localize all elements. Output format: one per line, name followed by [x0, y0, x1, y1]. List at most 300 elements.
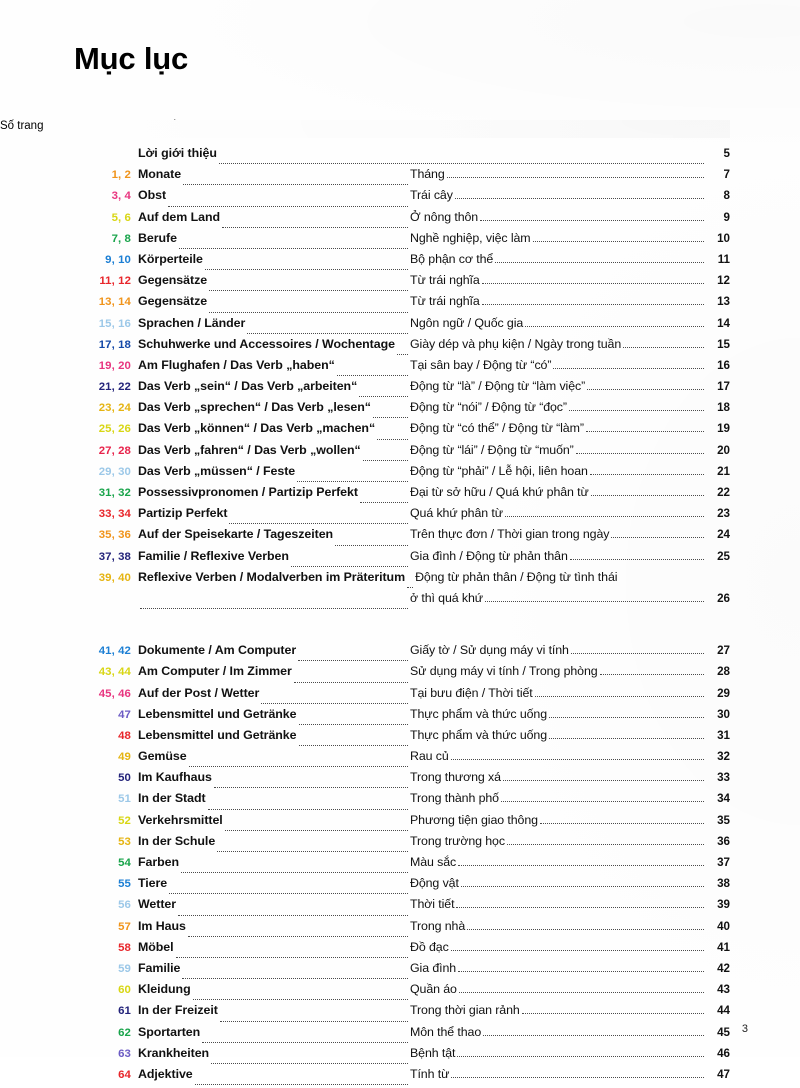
- toc-entry-number: 9, 10: [105, 253, 131, 266]
- dot-leader: [533, 234, 705, 245]
- toc-entry-page: 20: [717, 443, 730, 457]
- toc-entry-title-de: Schuhwerke und Accessoires / Wochentage: [138, 336, 395, 351]
- dot-leader: [195, 1077, 408, 1088]
- toc-entry-page: 9: [723, 210, 730, 224]
- toc-row[interactable]: [0, 506, 800, 527]
- toc-entry-number: 45, 46: [98, 687, 131, 700]
- dot-leader: [535, 689, 704, 700]
- toc-row[interactable]: [0, 791, 800, 812]
- dot-leader: [294, 675, 408, 686]
- toc-entry-title-vi: Tại bưu điện / Thời tiết: [410, 685, 533, 700]
- toc-entry-translation-cell: [410, 549, 706, 563]
- toc-row[interactable]: [0, 876, 800, 897]
- toc-entry-title-de: Das Verb „fahren“ / Das Verb „wollen“: [138, 442, 361, 457]
- dot-leader: [219, 156, 704, 167]
- toc-entry-title-vi: Động từ phản thân / Động từ tình thái: [415, 569, 618, 584]
- toc-entry-title-de: Das Verb „können“ / Das Verb „machen“: [138, 421, 376, 436]
- toc-row[interactable]: [0, 421, 800, 442]
- toc-row[interactable]: [0, 728, 800, 749]
- toc-row[interactable]: [0, 770, 800, 791]
- toc-entry-title-vi: Giày dép và phụ kiện / Ngày trong tuần: [410, 336, 622, 351]
- dot-leader: [586, 424, 704, 435]
- dot-leader: [225, 823, 408, 834]
- dot-leader: [299, 738, 409, 749]
- toc-entry-translation-cell: [410, 749, 706, 763]
- dot-leader: [193, 992, 408, 1003]
- toc-entry-number: 55: [118, 878, 131, 891]
- dot-leader: [623, 340, 704, 351]
- toc-entry-title-vi: Giấy tờ / Sử dụng máy vi tính: [410, 643, 569, 658]
- toc-entry-page: 36: [717, 834, 730, 848]
- toc-entry-title-vi: Thực phẩm và thức uống: [410, 706, 547, 721]
- dot-leader: [459, 985, 704, 996]
- toc-entry-title-vi: Động từ “phải” / Lễ hội, liên hoan: [410, 463, 588, 478]
- toc-entry-title-vi: Sử dụng máy vi tính / Trong phòng: [410, 664, 598, 679]
- toc-entry-page: 35: [717, 813, 730, 827]
- toc-entry-title-vi: Tính từ: [410, 1066, 450, 1081]
- dot-leader: [214, 780, 408, 791]
- toc-entry-title-vi: ở thì quá khứ: [410, 590, 483, 605]
- dot-leader: [505, 509, 704, 520]
- toc-entry-title-de: Am Computer / Im Zimmer: [138, 664, 292, 679]
- toc-entry-title-vi: Trong thời gian rảnh: [410, 1003, 520, 1018]
- dot-leader: [451, 752, 704, 763]
- toc-entry-title-vi: Thời tiết: [410, 897, 455, 912]
- dot-leader: [217, 844, 408, 855]
- toc-row[interactable]: [0, 1046, 800, 1067]
- dot-leader: [397, 347, 408, 358]
- toc-entry-translation-cell: [410, 1046, 706, 1060]
- dot-leader: [451, 943, 704, 954]
- dot-leader: [222, 220, 408, 231]
- toc-entry-number: 29, 30: [98, 465, 131, 478]
- toc-entry-number: 13, 14: [98, 296, 131, 309]
- toc-entry-translation-cell: [410, 982, 706, 996]
- toc-entry-page: 27: [717, 644, 730, 658]
- toc-entry-number: 59: [118, 962, 131, 975]
- dot-leader: [571, 646, 704, 657]
- toc-entry-title-de: Farben: [138, 855, 180, 869]
- toc-entry-title-vi: Tháng: [410, 167, 445, 182]
- toc-entry-title-de: Sportarten: [138, 1024, 201, 1039]
- toc-entry-title-de: Das Verb „sein“ / Das Verb „arbeiten“: [138, 379, 358, 394]
- toc-entry-title-de: Auf der Speisekarte / Tageszeiten: [138, 527, 334, 542]
- toc-entry-number: 39, 40: [98, 571, 131, 584]
- toc-entry-number: 49: [118, 751, 131, 764]
- toc-row[interactable]: [0, 549, 800, 570]
- toc-entry-title-de: Adjektive: [138, 1066, 193, 1081]
- dot-leader: [600, 667, 704, 678]
- toc-entry-translation-cell: [410, 421, 706, 435]
- toc-entry-translation-cell: [410, 443, 706, 457]
- toc-entry-translation-cell: [410, 1025, 706, 1039]
- toc-entry-number: 60: [118, 984, 131, 997]
- dot-leader: [183, 177, 408, 188]
- toc-entry-title-de: Das Verb „sprechen“ / Das Verb „lesen“: [138, 400, 371, 415]
- toc-row[interactable]: [0, 1025, 800, 1046]
- toc-entry-number: 63: [118, 1047, 131, 1060]
- toc-entry-title-de: Möbel: [138, 939, 174, 954]
- toc-entry-title-de: Krankheiten: [138, 1045, 210, 1060]
- toc-row[interactable]: [0, 485, 800, 506]
- dot-leader: [483, 1028, 704, 1039]
- toc-row[interactable]: [0, 146, 800, 167]
- toc-entry-title-de: Wetter: [138, 897, 177, 912]
- dot-leader: [457, 1049, 704, 1060]
- toc-entry-translation-cell: [410, 919, 706, 933]
- dot-leader: [461, 879, 704, 890]
- toc-row[interactable]: [0, 294, 800, 315]
- dot-leader: [458, 964, 704, 975]
- toc-entry-page: 26: [717, 591, 730, 605]
- dot-leader: [451, 1070, 704, 1081]
- toc-row[interactable]: [0, 188, 800, 209]
- dot-leader: [501, 794, 704, 805]
- toc-entry-page: 47: [717, 1067, 730, 1081]
- dot-leader: [178, 908, 408, 919]
- dot-leader: [359, 389, 408, 400]
- toc-entry-number: 33, 34: [98, 508, 131, 521]
- toc-entry-title-de: Lebensmittel und Getränke: [138, 727, 297, 742]
- toc-entry-number: 53: [118, 835, 131, 848]
- dot-leader: [205, 262, 408, 273]
- toc-entry-title-vi: Trong nhà: [410, 918, 466, 933]
- toc-entry-number: 52: [118, 814, 131, 827]
- toc-row[interactable]: [0, 749, 800, 770]
- toc-entry-title-de: Gegensätze: [138, 294, 208, 309]
- toc-entry-page: 45: [717, 1025, 730, 1039]
- page-title: Mục lục: [74, 41, 189, 76]
- toc-entry-translation-cell: [410, 855, 706, 869]
- toc-row[interactable]: [0, 982, 800, 1003]
- toc-spacer: [0, 612, 800, 643]
- column-headers: [0, 120, 800, 138]
- toc-entry-translation-cell: [410, 791, 706, 805]
- dot-leader: [540, 816, 704, 827]
- toc-entry-number: 56: [118, 899, 131, 912]
- toc-row[interactable]: [0, 358, 800, 379]
- toc-entry-translation-cell: [410, 188, 706, 202]
- toc-entry-translation-cell: [410, 273, 706, 287]
- toc-entry-title-vi: Nghề nghiệp, việc làm: [410, 230, 531, 245]
- toc-entry-translation-cell: [410, 167, 706, 181]
- toc-entry-number: 57: [118, 920, 131, 933]
- toc-entry-translation-cell: [410, 686, 706, 700]
- dot-leader: [335, 538, 408, 549]
- toc-entry-title-vi: Màu sắc: [410, 855, 457, 869]
- toc-entry-title-de: Partizip Perfekt: [138, 506, 228, 521]
- toc-entry-number: 41, 42: [98, 645, 131, 658]
- toc-row[interactable]: [0, 464, 800, 485]
- toc-row[interactable]: [0, 940, 800, 961]
- toc-entry-translation-cell: [410, 400, 706, 414]
- toc-entry-page: 11: [717, 252, 730, 266]
- dot-leader: [337, 368, 408, 379]
- toc-entry-translation-cell: [410, 506, 706, 520]
- toc-entry-title-de: Dokumente / Am Computer: [138, 643, 297, 658]
- toc-row[interactable]: [0, 686, 800, 707]
- toc-entry-page: 5: [723, 147, 730, 160]
- toc-row[interactable]: [0, 961, 800, 982]
- toc-row[interactable]: [0, 813, 800, 834]
- toc-entry-title-de: Monate: [138, 167, 182, 182]
- toc-entry-title-de: Am Flughafen / Das Verb „haben“: [138, 357, 335, 372]
- dot-leader: [211, 1056, 408, 1067]
- toc-entry-title-vi: Tại sân bay / Động từ “có”: [410, 357, 552, 372]
- toc-entry-translation-cell: [415, 570, 711, 584]
- dot-leader: [456, 900, 704, 911]
- toc-entry-number: 1, 2: [111, 169, 131, 182]
- toc-entry-title-de: Auf der Post / Wetter: [138, 685, 260, 700]
- toc-entry-number: 47: [118, 708, 131, 721]
- toc-entry-title-vi: Môn thể thao: [410, 1024, 482, 1039]
- dot-leader: [209, 283, 408, 294]
- dot-leader: [181, 865, 408, 876]
- toc-entry-title-vi: Quần áo: [410, 982, 457, 997]
- toc-entry-number: 62: [118, 1026, 131, 1039]
- toc-row[interactable]: [0, 316, 800, 337]
- dot-leader: [377, 432, 408, 443]
- toc-entry-translation-cell: [410, 897, 706, 911]
- toc-entry-title-vi: Từ trái nghĩa: [410, 294, 480, 309]
- toc-entry-translation-cell: [410, 876, 706, 890]
- toc-entry-title-vi: Ngôn ngữ / Quốc gia: [410, 315, 524, 330]
- toc-entry-page: 17: [717, 380, 730, 394]
- toc-row[interactable]: [0, 664, 800, 685]
- toc-entry-number: 21, 22: [98, 381, 131, 394]
- dot-leader: [291, 559, 408, 570]
- toc-entry-title-de: Sprachen / Länder: [138, 315, 246, 330]
- toc-entry-number: 35, 36: [98, 529, 131, 542]
- toc-entry-title-vi: Từ trái nghĩa: [410, 273, 480, 288]
- toc-entry-page: 40: [717, 919, 730, 933]
- toc-row[interactable]: [0, 167, 800, 188]
- dot-leader: [176, 950, 408, 961]
- toc-entry-title-de: Berufe: [138, 230, 177, 245]
- table-of-contents-list: [0, 146, 800, 1088]
- toc-entry-page: 42: [717, 961, 730, 975]
- toc-entry-title-de: In der Stadt: [138, 791, 206, 806]
- dot-leader: [485, 594, 704, 605]
- dot-leader: [447, 170, 704, 181]
- toc-entry-title-vi: Phương tiện giao thông: [410, 812, 538, 827]
- toc-entry-number: 3, 4: [111, 190, 131, 203]
- toc-entry-title-vi: Động từ “lái” / Động từ “muốn”: [410, 442, 574, 457]
- toc-entry-translation-cell: [410, 231, 706, 245]
- toc-entry-title-vi: Động từ “có thể” / Động từ “làm”: [410, 421, 584, 436]
- toc-entry-translation-cell: [410, 707, 706, 721]
- toc-entry-title-de: Im Kaufhaus: [138, 770, 212, 785]
- toc-row[interactable]: [0, 897, 800, 918]
- toc-entry-page: 14: [717, 316, 730, 330]
- dot-leader: [569, 403, 704, 414]
- toc-entry-page: 39: [717, 898, 730, 912]
- toc-entry-number: 11, 12: [99, 275, 131, 288]
- toc-entry-page: 10: [717, 231, 730, 245]
- toc-row[interactable]: [0, 1067, 800, 1088]
- toc-entry-page: 21: [717, 464, 730, 478]
- toc-entry-number: 58: [118, 941, 131, 954]
- toc-entry-page: 37: [717, 856, 730, 869]
- toc-row[interactable]: [0, 337, 800, 358]
- dot-leader: [189, 759, 408, 770]
- dot-leader: [208, 802, 408, 813]
- toc-entry-number: 64: [118, 1068, 131, 1081]
- dot-leader: [220, 1014, 408, 1025]
- toc-entry-title-de: Familie: [138, 960, 181, 975]
- toc-entry-translation-cell: [410, 591, 706, 605]
- dot-leader: [261, 696, 408, 707]
- toc-entry-title-de: Gegensätze: [138, 273, 208, 288]
- toc-entry-title-vi: Bệnh tật: [410, 1045, 456, 1060]
- toc-row[interactable]: [0, 400, 800, 421]
- toc-row[interactable]: [0, 855, 800, 876]
- toc-entry-page: 19: [717, 422, 730, 436]
- toc-row[interactable]: [0, 834, 800, 855]
- toc-row[interactable]: [0, 443, 800, 464]
- dot-leader: [182, 971, 408, 982]
- toc-entry-translation-cell: [410, 664, 706, 678]
- toc-row[interactable]: [0, 252, 800, 273]
- toc-row[interactable]: [0, 210, 800, 231]
- toc-entry-title-vi: Thực phẩm và thức uống: [410, 727, 547, 742]
- toc-entry-number: 51: [118, 793, 131, 806]
- toc-entry-title-vi: Trái cây: [410, 188, 453, 203]
- toc-entry-translation-cell: [410, 940, 706, 954]
- toc-entry-title-de: In der Schule: [138, 833, 216, 848]
- toc-entry-page: 12: [717, 274, 730, 288]
- column-header-page: Số trang: [0, 120, 730, 138]
- toc-row[interactable]: [0, 231, 800, 252]
- toc-entry-title-vi: Trên thực đơn / Thời gian trong ngày: [410, 527, 610, 542]
- dot-leader: [549, 710, 704, 721]
- toc-entry-translation-cell: [410, 834, 706, 848]
- toc-entry-page: 34: [717, 792, 730, 806]
- toc-row[interactable]: [0, 1003, 800, 1024]
- toc-entry-page: 24: [717, 528, 730, 542]
- dot-leader: [202, 1035, 408, 1046]
- toc-entry-page: 29: [717, 686, 730, 700]
- toc-entry-number: 50: [118, 772, 131, 785]
- toc-entry-title-de: Das Verb „müssen“ / Feste: [138, 463, 296, 478]
- toc-entry-translation-cell: [410, 770, 706, 784]
- toc-entry-translation-cell: [410, 358, 706, 372]
- toc-entry-translation-cell: [410, 813, 706, 827]
- toc-entry-title-de: Tiere: [138, 876, 168, 891]
- dot-leader: [247, 326, 408, 337]
- toc-entry-number: 31, 32: [98, 487, 131, 499]
- dot-leader: [507, 837, 704, 848]
- toc-entry-title-vi: Trong thành phố: [410, 791, 499, 806]
- toc-entry-page: 25: [717, 549, 730, 563]
- toc-row[interactable]: [0, 707, 800, 728]
- dot-leader: [503, 773, 704, 784]
- toc-entry-title-de: Reflexive Verben / Modalverben im Präteritum: [138, 569, 406, 584]
- dot-leader: [467, 922, 704, 933]
- toc-row[interactable]: [0, 570, 800, 591]
- toc-entry-translation-cell: [410, 337, 706, 351]
- toc-entry-translation-cell: [410, 252, 706, 266]
- toc-entry-title-vi: Trong trường học: [410, 833, 505, 848]
- toc-entry-translation-cell: [410, 485, 706, 499]
- toc-entry-title-de: Im Haus: [138, 918, 186, 933]
- toc-entry-title-vi: Gia đình: [410, 960, 457, 975]
- dot-leader: [299, 717, 409, 728]
- toc-entry-page: 46: [717, 1046, 730, 1060]
- dot-leader: [140, 601, 408, 612]
- toc-entry-title-de: Lời giới thiệu: [138, 146, 217, 160]
- toc-entry-page: 18: [717, 401, 730, 415]
- toc-entry-translation-cell: [410, 961, 706, 975]
- toc-entry-page: 33: [717, 771, 730, 785]
- toc-entry-number: 43, 44: [98, 666, 131, 679]
- dot-leader: [553, 361, 704, 372]
- dot-leader: [591, 488, 704, 499]
- dot-leader: [549, 731, 704, 742]
- toc-entry-page: 22: [717, 486, 730, 499]
- toc-entry-translation-cell: [410, 210, 706, 224]
- toc-entry-page: 13: [717, 295, 730, 309]
- toc-entry-number: 19, 20: [98, 359, 131, 372]
- dot-leader: [576, 446, 704, 457]
- toc-entry-title-de: Kleidung: [138, 982, 191, 997]
- dot-leader: [480, 213, 704, 224]
- toc-entry-title-vi: Gia đình / Động từ phản thân: [410, 548, 568, 563]
- toc-entry-title-de: In der Freizeit: [138, 1003, 218, 1018]
- dot-leader: [169, 886, 408, 897]
- toc-entry-number: 7, 8: [111, 232, 131, 245]
- dot-leader: [482, 276, 704, 287]
- dot-leader: [525, 319, 704, 330]
- toc-entry-page: 41: [717, 940, 730, 954]
- toc-entry-page: 30: [717, 707, 730, 721]
- toc-entry-page: 43: [717, 983, 730, 997]
- toc-entry-page: 38: [717, 877, 730, 891]
- toc-entry-number: 17, 18: [98, 338, 131, 351]
- dot-leader: [360, 495, 408, 506]
- toc-row[interactable]: [0, 591, 800, 612]
- toc-entry-page: 8: [723, 189, 730, 203]
- toc-entry-title-vi: Trong thương xá: [410, 770, 501, 785]
- toc-entry-translation-cell: [410, 379, 706, 393]
- toc-entry-title-de: Körperteile: [138, 251, 203, 266]
- toc-entry-title-vi: Đại từ sở hữu / Quá khứ phân từ: [410, 485, 589, 499]
- dot-leader: [179, 241, 408, 252]
- toc-entry-title-de: Lebensmittel und Getränke: [138, 706, 297, 721]
- toc-entry-page: 23: [717, 507, 730, 521]
- toc-entry-number: 5, 6: [111, 211, 131, 224]
- toc-row[interactable]: [0, 527, 800, 548]
- toc-entry-translation-cell: [410, 1003, 706, 1017]
- toc-row[interactable]: [0, 919, 800, 940]
- toc-entry-translation-cell: [410, 728, 706, 742]
- toc-entry-translation-cell: [410, 316, 706, 330]
- dot-leader: [209, 305, 408, 316]
- dot-leader: [168, 199, 408, 210]
- toc-entry-number: 25, 26: [98, 423, 131, 436]
- toc-entry-title-de: Obst: [138, 188, 167, 203]
- toc-row[interactable]: [0, 273, 800, 294]
- toc-row[interactable]: [0, 379, 800, 400]
- toc-entry-title-vi: Ở nông thôn: [410, 209, 479, 224]
- toc-entry-title-vi: Quá khứ phân từ: [410, 506, 503, 521]
- dot-leader: [455, 191, 704, 202]
- dot-leader: [495, 255, 704, 266]
- dot-leader: [590, 467, 704, 478]
- dot-leader: [570, 552, 704, 563]
- toc-row[interactable]: [0, 643, 800, 664]
- toc-entry-translation-cell: [410, 1067, 706, 1081]
